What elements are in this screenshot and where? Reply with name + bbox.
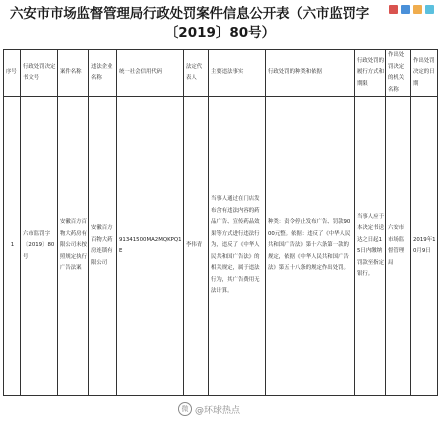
header-cell: 行政处罚决定书文号 — [21, 50, 58, 97]
header-cell: 案件名称 — [58, 50, 89, 97]
share-toolbar — [389, 5, 434, 14]
cell-credit-code: 91341500MA2MQKPQ1E — [117, 97, 184, 396]
page-title: 六安市市场监督管理局行政处罚案件信息公开表（六市监罚字 — [10, 6, 370, 22]
cell-doc-no: 六市监罚字〔2019〕80号 — [21, 97, 58, 396]
more-icon[interactable] — [425, 5, 434, 14]
header-cell: 作出处罚决定的机关名称 — [386, 50, 411, 97]
header-cell: 主要违法事实 — [209, 50, 266, 97]
penalty-info-table — [3, 49, 438, 396]
cell-fulfill: 当事人应于本决定书送达之日起15日内缴纳罚款至指定银行。 — [355, 97, 386, 396]
weibo-logo-icon: 微 — [178, 402, 192, 416]
header-cell: 作出处罚决定的日期 — [411, 50, 438, 97]
header-cell: 行政处罚的种类和依据 — [266, 50, 355, 97]
watermark — [178, 402, 240, 416]
header-cell: 序号 — [4, 50, 21, 97]
header-cell: 行政处罚的履行方式和期限 — [355, 50, 386, 97]
header-cell: 法定代表人 — [184, 50, 209, 97]
cell-authority: 六安市市场监督管理局 — [386, 97, 411, 396]
cell-date: 2019年10月9日 — [411, 97, 438, 396]
qzone-icon[interactable] — [413, 5, 422, 14]
cell-penalty: 种类：责令停止发布广告、罚款9000元整。依据：违反了《中华人民共和国广告法》第十六条第一款的规定，依据《中华人民共和国广告法》第五十八条的规定作出处罚。 — [266, 97, 355, 396]
header-cell: 违法企业名称 — [89, 50, 117, 97]
watermark-text: @环球热点 — [195, 405, 241, 416]
cell-seq: 1 — [4, 97, 21, 396]
cell-facts: 当事人通过在门店发布含有违法内容的药品广告、宣传药品效果等方式进行违法行为，违反了《中华人民共和国广告法》的相关规定，属于违法行为，其广告费用无法计算。 — [209, 97, 266, 396]
weibo-icon[interactable] — [389, 5, 398, 14]
cell-legal-rep: 李伟青 — [184, 97, 209, 396]
header-cell: 统一社会信用代码 — [117, 50, 184, 97]
table-row — [4, 97, 438, 396]
cell-case-name: 安徽百方百物大药房有限公司未按照规定执行广告法案 — [58, 97, 89, 396]
page-subtitle: 〔2019〕80号） — [164, 25, 276, 41]
cell-company: 安徽百方百物大药房连锁有限公司 — [89, 97, 117, 396]
wechat-icon[interactable] — [401, 5, 410, 14]
table-header-row — [4, 50, 438, 97]
